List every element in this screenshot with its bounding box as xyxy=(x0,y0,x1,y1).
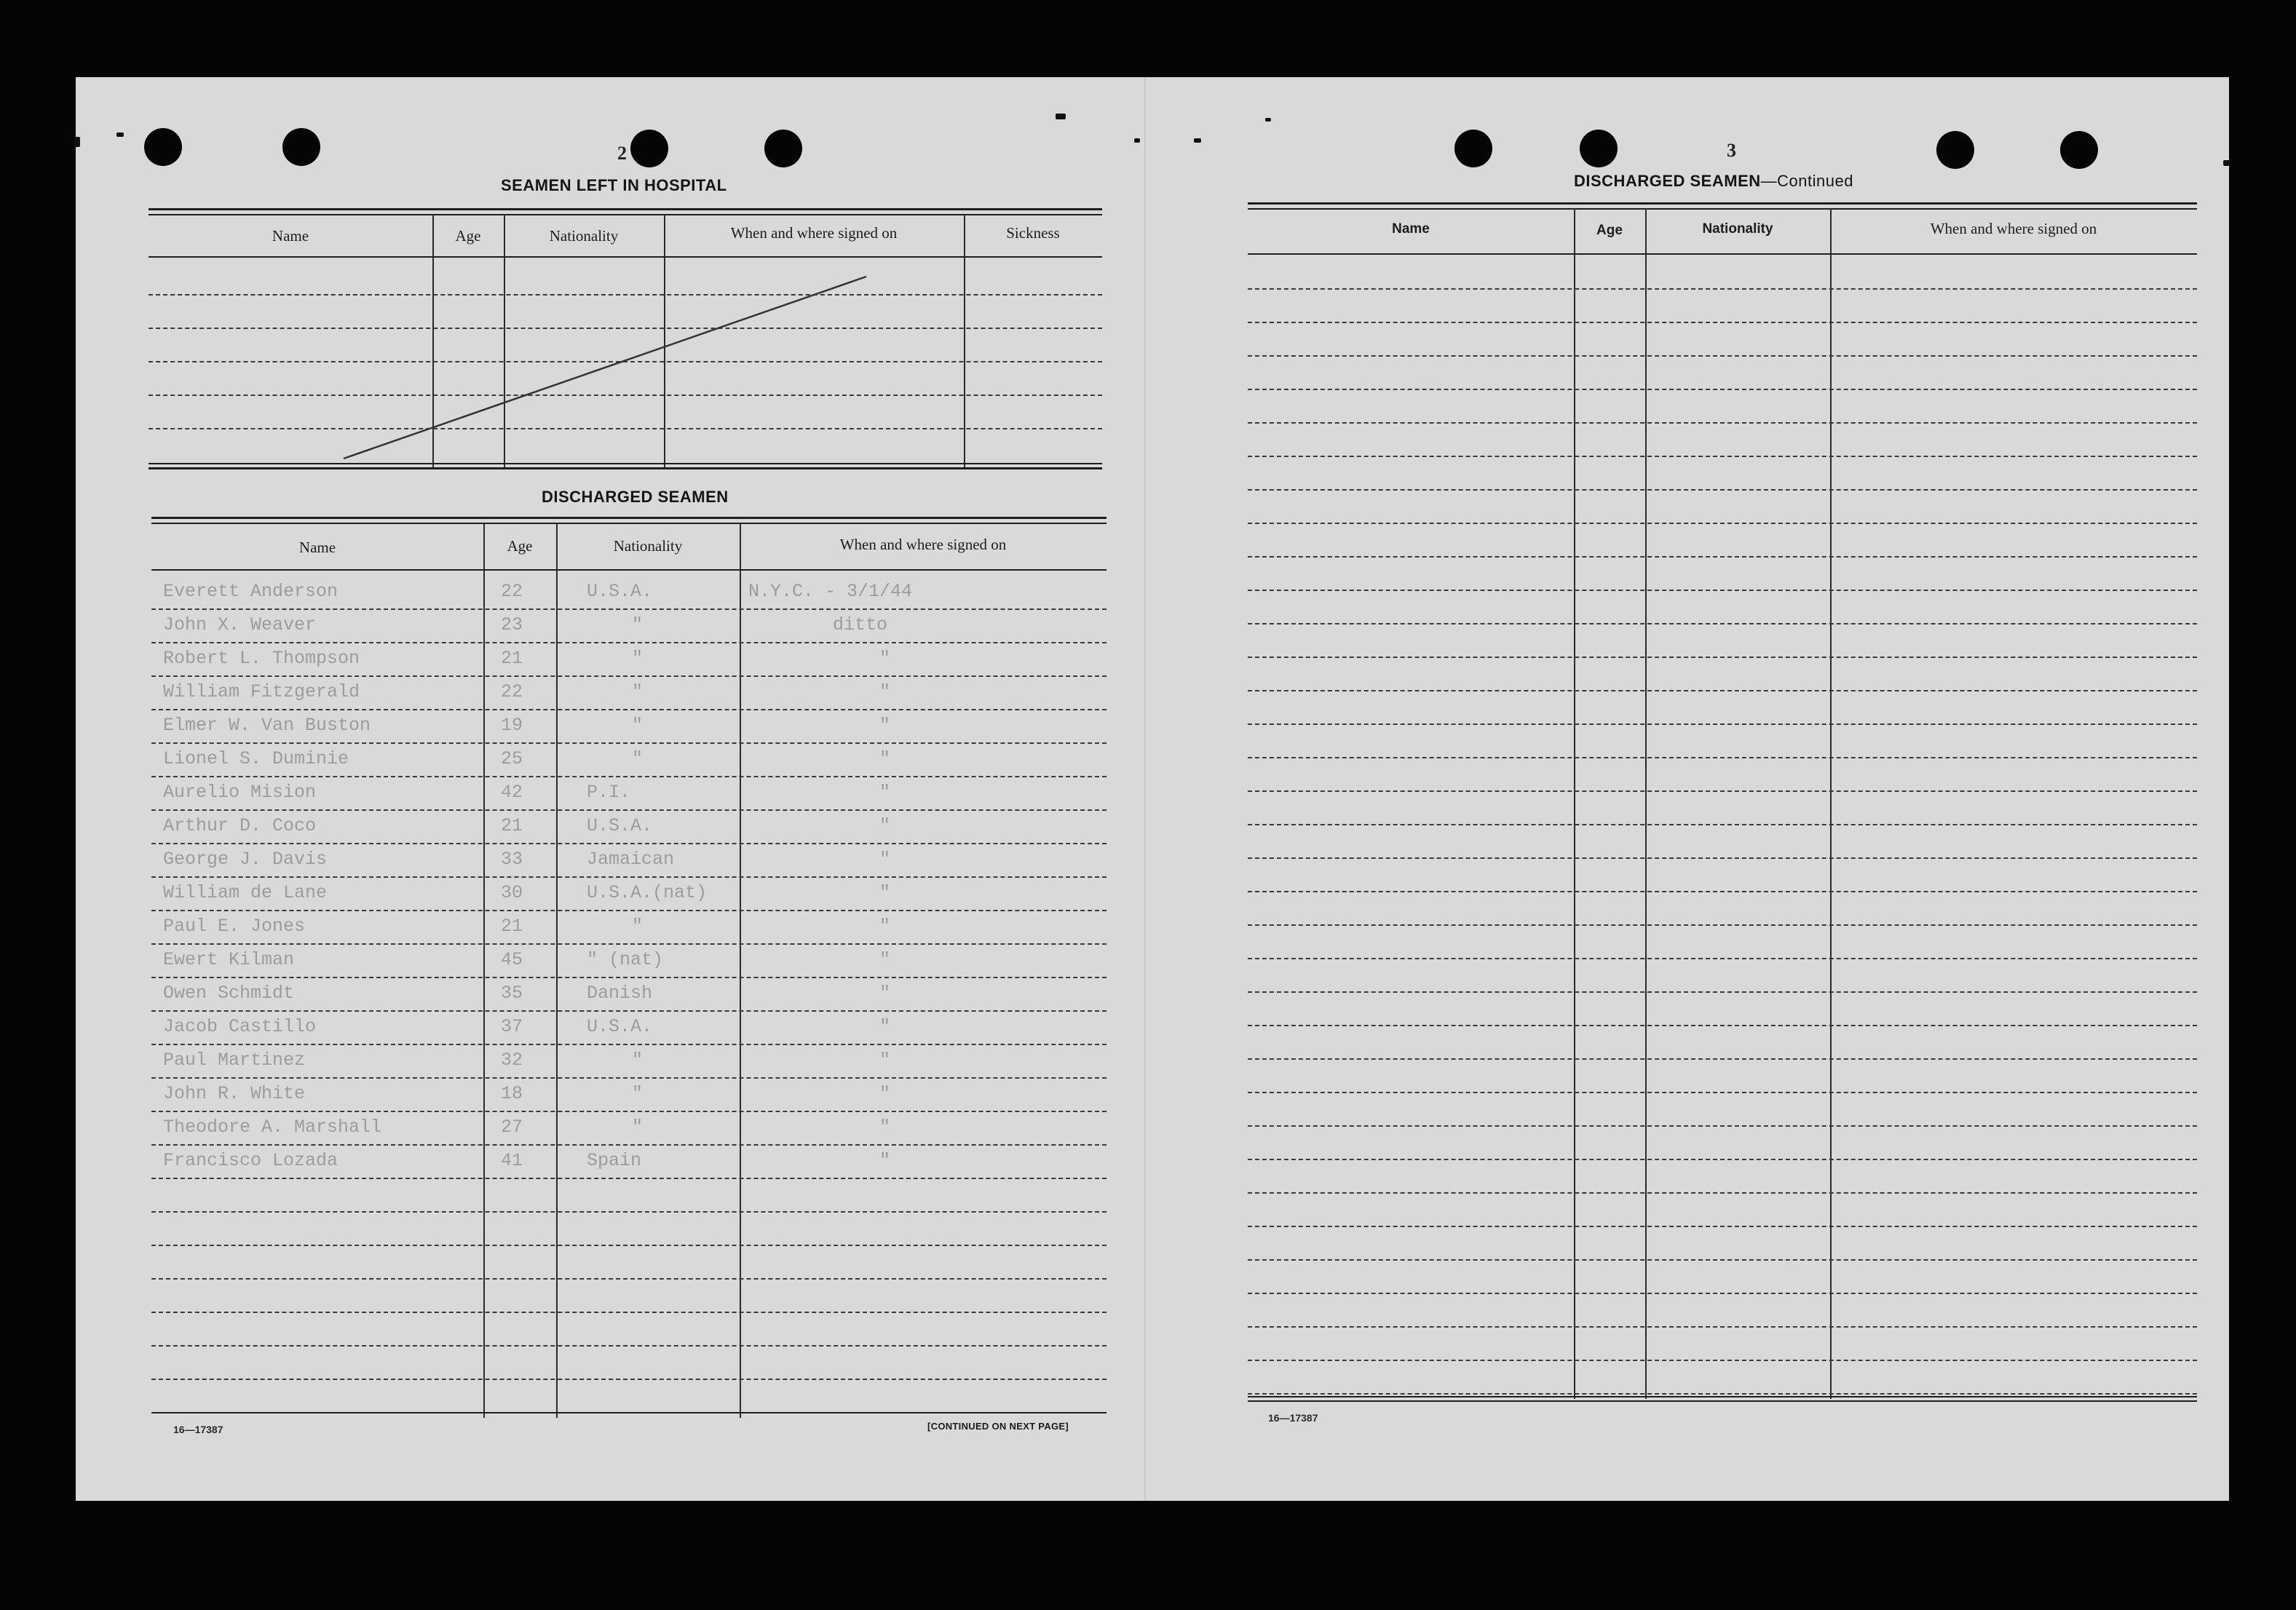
cell-age: 22 xyxy=(501,681,523,702)
cell-name: Paul Martinez xyxy=(163,1050,306,1071)
column-header-signed-on: When and where signed on xyxy=(839,536,1007,553)
punch-hole xyxy=(282,128,320,166)
table-row-line xyxy=(1248,1393,2197,1395)
cell-signed-on: " xyxy=(879,815,891,836)
table-header-rule xyxy=(151,569,1107,571)
table-row-line xyxy=(151,1245,1107,1246)
table-top-rule xyxy=(1248,202,2197,205)
punch-hole xyxy=(764,130,802,167)
column-header-signed-on: When and where signed on xyxy=(730,224,898,242)
table-row-line xyxy=(1248,1192,2197,1194)
speck xyxy=(74,137,80,147)
column-divider xyxy=(1645,208,1647,1399)
table-row-line xyxy=(151,1345,1107,1347)
table-row-line xyxy=(1248,1025,2197,1026)
cell-name: Theodore A. Marshall xyxy=(163,1117,382,1138)
table-row xyxy=(151,748,1107,777)
table-row-line xyxy=(1248,1125,2197,1127)
column-header-nationality: Nationality xyxy=(549,227,619,245)
table-row xyxy=(151,1117,1107,1146)
table-row-line xyxy=(1248,657,2197,658)
form-code: 16—17387 xyxy=(1268,1412,1318,1424)
continued-section-title xyxy=(1574,172,1853,191)
page-number: 2 xyxy=(617,143,627,164)
table-row-line xyxy=(151,1312,1107,1313)
cell-signed-on: " xyxy=(879,1050,891,1071)
cell-nationality: " xyxy=(632,681,644,702)
table-row-line xyxy=(1248,891,2197,892)
table-row-line xyxy=(1248,523,2197,524)
table-top-rule xyxy=(1248,208,2197,210)
cell-nationality: " (nat) xyxy=(587,949,664,970)
column-header-signed-on: When and where signed on xyxy=(1930,220,2097,237)
cell-name: John X. Weaver xyxy=(163,614,317,635)
continued-note: [CONTINUED ON NEXT PAGE] xyxy=(927,1421,1069,1432)
table-top-rule xyxy=(151,523,1107,524)
table-row-line xyxy=(1248,723,2197,725)
table-row xyxy=(151,1050,1107,1079)
cell-signed-on: " xyxy=(879,715,891,736)
cell-signed-on: " xyxy=(879,849,891,870)
table-bottom-rule xyxy=(1248,1400,2197,1402)
cell-age: 33 xyxy=(501,849,523,870)
table-row xyxy=(151,815,1107,844)
center-fold xyxy=(1144,77,1146,1501)
table-row-line xyxy=(1248,389,2197,390)
table-row-line xyxy=(1248,623,2197,624)
cell-age: 32 xyxy=(501,1050,523,1071)
cell-nationality: P.I. xyxy=(587,782,631,803)
cell-name: Owen Schmidt xyxy=(163,983,295,1004)
table-row-line xyxy=(1248,958,2197,959)
cell-name: Arthur D. Coco xyxy=(163,815,317,836)
table-row xyxy=(151,681,1107,710)
hospital-table xyxy=(149,208,1102,472)
cell-nationality: U.S.A. xyxy=(587,815,653,836)
cell-name: Elmer W. Van Buston xyxy=(163,715,371,736)
column-header-age: Age xyxy=(507,537,533,555)
table-row xyxy=(151,648,1107,677)
table-row-line xyxy=(1248,556,2197,558)
column-divider xyxy=(1574,208,1575,1399)
table-row-line xyxy=(1248,1092,2197,1093)
cell-nationality: " xyxy=(632,715,644,736)
cell-age: 25 xyxy=(501,748,523,769)
table-row xyxy=(151,916,1107,945)
table-row-line xyxy=(1248,857,2197,859)
table-row xyxy=(151,1016,1107,1045)
punch-hole xyxy=(2060,131,2098,169)
table-row xyxy=(151,983,1107,1012)
cell-nationality: Spain xyxy=(587,1150,642,1171)
discharged-section-title: DISCHARGED SEAMEN xyxy=(542,488,729,506)
table-row xyxy=(151,581,1107,610)
cell-name: Paul E. Jones xyxy=(163,916,306,937)
discharged-table xyxy=(151,517,1107,1416)
table-row-line xyxy=(1248,590,2197,591)
table-row-line xyxy=(1248,824,2197,825)
cell-signed-on: " xyxy=(879,1117,891,1138)
cell-name: Ewert Kilman xyxy=(163,949,295,970)
cell-nationality: " xyxy=(632,916,644,937)
cell-age: 18 xyxy=(501,1083,523,1104)
punch-hole xyxy=(144,128,182,166)
table-row-line xyxy=(1248,1226,2197,1227)
punch-hole xyxy=(1454,130,1492,167)
punch-hole xyxy=(1580,130,1618,167)
table-row-line xyxy=(1248,924,2197,926)
table-top-rule xyxy=(151,517,1107,519)
cell-nationality: " xyxy=(632,614,644,635)
cell-age: 22 xyxy=(501,581,523,602)
hospital-section-title: SEAMEN LEFT IN HOSPITAL xyxy=(501,176,727,194)
cell-age: 27 xyxy=(501,1117,523,1138)
table-row-line xyxy=(1248,991,2197,993)
table-row-line xyxy=(1248,1058,2197,1060)
column-header-nationality: Nationality xyxy=(613,537,683,555)
table-row-line xyxy=(1248,1259,2197,1261)
table-row xyxy=(151,614,1107,643)
cell-signed-on: " xyxy=(879,983,891,1004)
table-row-line xyxy=(151,1278,1107,1280)
cell-signed-on: " xyxy=(879,1016,891,1037)
cell-name: George J. Davis xyxy=(163,849,328,870)
cell-nationality: " xyxy=(632,648,644,669)
speck xyxy=(1265,118,1271,122)
table-row-line xyxy=(1248,422,2197,424)
cell-name: Lionel S. Duminie xyxy=(163,748,349,769)
cell-age: 21 xyxy=(501,648,523,669)
table-row-line xyxy=(151,1211,1107,1213)
table-row-line xyxy=(1248,1326,2197,1328)
punch-hole xyxy=(630,130,668,167)
cell-signed-on: " xyxy=(879,916,891,937)
cell-nationality: " xyxy=(632,748,644,769)
cell-signed-on: N.Y.C. - 3/1/44 xyxy=(748,581,913,602)
speck xyxy=(1194,138,1201,143)
cell-signed-on: " xyxy=(879,748,891,769)
table-bottom-rule xyxy=(151,1412,1107,1413)
table-row-line xyxy=(1248,322,2197,323)
cell-name: John R. White xyxy=(163,1083,306,1104)
table-row xyxy=(151,715,1107,744)
cell-age: 23 xyxy=(501,614,523,635)
table-row-line xyxy=(1248,456,2197,457)
cell-nationality: " xyxy=(632,1083,644,1104)
cell-name: Jacob Castillo xyxy=(163,1016,317,1037)
page-number: 3 xyxy=(1727,140,1736,161)
cell-nationality: U.S.A. xyxy=(587,581,653,602)
cell-signed-on: " xyxy=(879,1150,891,1171)
table-row xyxy=(151,1083,1107,1112)
column-header-name: Name xyxy=(272,227,309,245)
cell-nationality: U.S.A.(nat) xyxy=(587,882,708,903)
cell-age: 35 xyxy=(501,983,523,1004)
title-suffix: —Continued xyxy=(1760,172,1853,190)
cell-nationality: Jamaican xyxy=(587,849,675,870)
cell-name: Robert L. Thompson xyxy=(163,648,360,669)
table-row-line xyxy=(1248,790,2197,792)
table-row xyxy=(151,949,1107,978)
cell-name: Francisco Lozada xyxy=(163,1150,339,1171)
column-header-age: Age xyxy=(1596,223,1623,238)
cell-age: 41 xyxy=(501,1150,523,1171)
table-row-line xyxy=(1248,1360,2197,1361)
column-header-age: Age xyxy=(455,227,481,245)
column-header-nationality: Nationality xyxy=(1702,221,1773,237)
table-row xyxy=(151,849,1107,878)
table-row-line xyxy=(1248,355,2197,357)
cell-signed-on: " xyxy=(879,949,891,970)
cell-age: 21 xyxy=(501,815,523,836)
column-header-sickness: Sickness xyxy=(1006,224,1060,242)
cell-age: 19 xyxy=(501,715,523,736)
cell-signed-on: " xyxy=(879,648,891,669)
table-row-line xyxy=(1248,489,2197,491)
cell-nationality: " xyxy=(632,1050,644,1071)
title-main: DISCHARGED SEAMEN xyxy=(1574,172,1761,190)
cell-age: 45 xyxy=(501,949,523,970)
table-row xyxy=(151,882,1107,911)
form-code: 16—17387 xyxy=(173,1424,223,1435)
table-row-line xyxy=(1248,1293,2197,1294)
table-row xyxy=(151,1150,1107,1179)
speck xyxy=(2223,160,2230,166)
table-row-line xyxy=(1248,690,2197,691)
table-header-rule xyxy=(1248,253,2197,255)
cancel-stroke xyxy=(149,208,1102,472)
cell-name: William de Lane xyxy=(163,882,328,903)
table-row-line xyxy=(151,1379,1107,1380)
cell-age: 37 xyxy=(501,1016,523,1037)
table-row-line xyxy=(1248,1159,2197,1160)
cell-age: 21 xyxy=(501,916,523,937)
discharged-continued-table xyxy=(1248,202,2197,1403)
column-header-name: Name xyxy=(1392,221,1430,237)
table-row-line xyxy=(1248,288,2197,290)
speck xyxy=(1056,114,1066,119)
cell-signed-on: " xyxy=(879,782,891,803)
cell-nationality: Danish xyxy=(587,983,653,1004)
column-divider xyxy=(1830,208,1832,1399)
speck xyxy=(1134,138,1140,143)
cell-name: Aurelio Mision xyxy=(163,782,317,803)
punch-hole xyxy=(1936,131,1974,169)
table-row-line xyxy=(1248,757,2197,758)
table-row xyxy=(151,782,1107,811)
cell-age: 30 xyxy=(501,882,523,903)
cell-name: William Fitzgerald xyxy=(163,681,360,702)
cell-signed-on: " xyxy=(879,681,891,702)
cell-nationality: U.S.A. xyxy=(587,1016,653,1037)
table-bottom-rule xyxy=(1248,1396,2197,1397)
cell-name: Everett Anderson xyxy=(163,581,339,602)
cell-signed-on: ditto xyxy=(833,614,888,635)
cell-nationality: " xyxy=(632,1117,644,1138)
cell-age: 42 xyxy=(501,782,523,803)
speck xyxy=(116,132,124,137)
column-header-name: Name xyxy=(298,539,336,556)
cell-signed-on: " xyxy=(879,1083,891,1104)
cell-signed-on: " xyxy=(879,882,891,903)
